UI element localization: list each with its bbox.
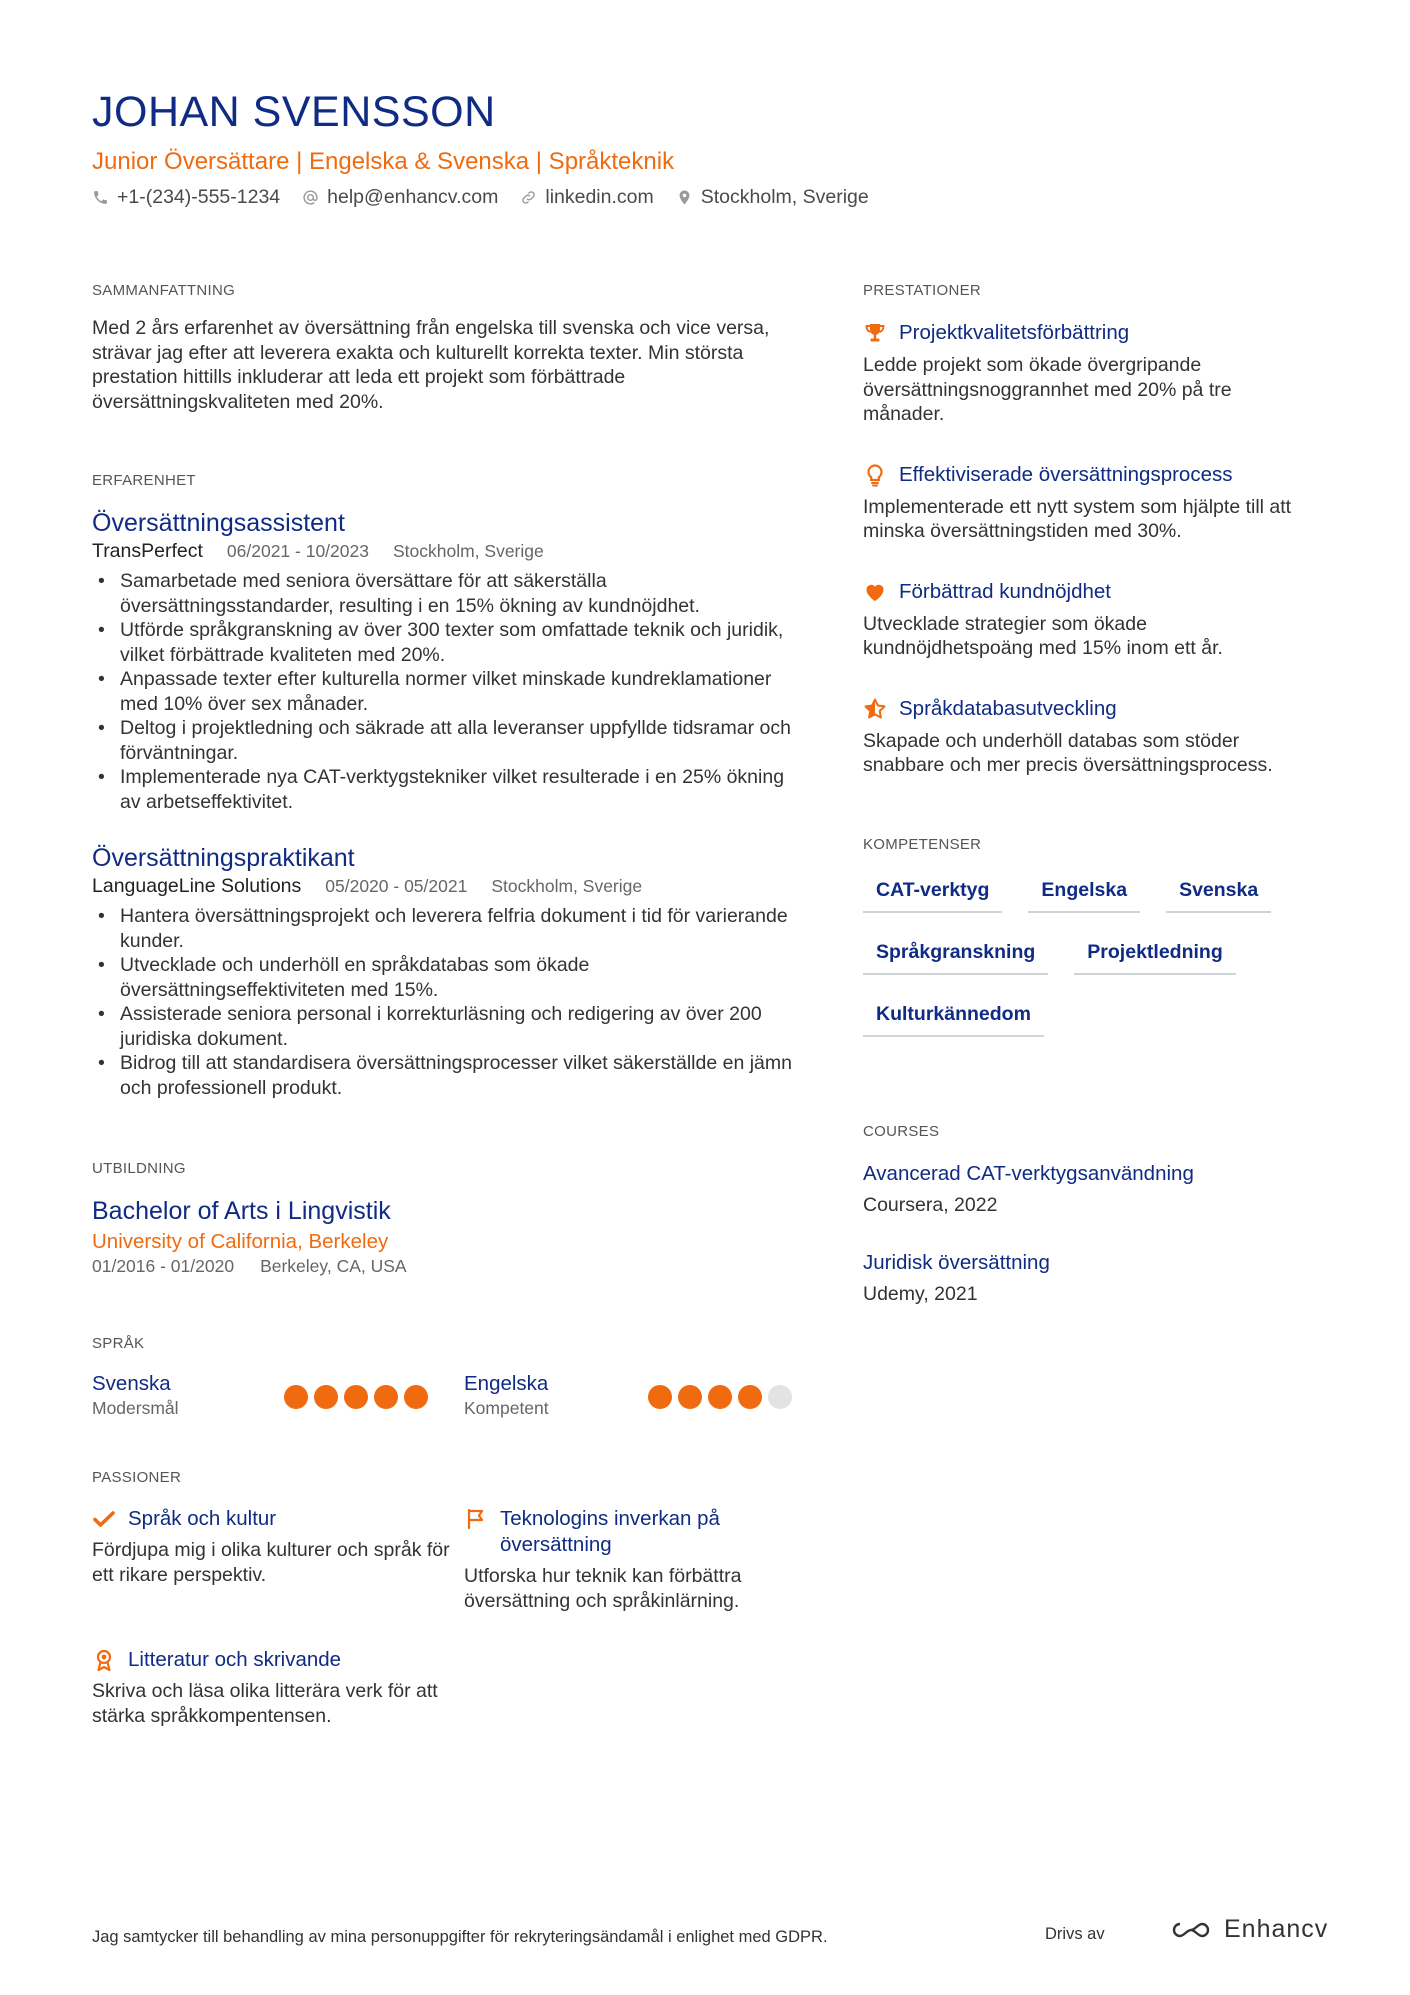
- rating-dot-filled: [284, 1385, 308, 1409]
- job-bullets: [92, 904, 792, 1100]
- languages-heading: SPRÅK: [92, 1335, 145, 1352]
- job-bullets: [92, 569, 792, 814]
- achievement-title: Förbättrad kundnöjdhet: [899, 579, 1111, 603]
- email-text: help@enhancv.com: [327, 186, 499, 208]
- passion-desc: Fördjupa mig i olika kulturer och språk för ett rikare perspektiv.: [92, 1539, 450, 1586]
- language-rating: [284, 1385, 428, 1409]
- passion-title: Litteratur och skrivande: [128, 1648, 342, 1671]
- achievement-item: [863, 580, 1318, 661]
- achievement-item: [863, 463, 1318, 544]
- achievement-desc: Skapade och underhöll databas som stöder snabbare och mer precis översättningsprocess.: [863, 729, 1273, 776]
- languages-list: [92, 1372, 792, 1419]
- star-icon: [863, 697, 887, 721]
- powered-by-label: Drivs av: [1045, 1925, 1105, 1943]
- link-icon: [520, 189, 537, 206]
- job-dates: 05/2020 - 05/2021: [325, 876, 468, 896]
- skills-list: [863, 875, 1303, 1037]
- summary-text: Med 2 års erfarenhet av översättning från engelska till svenska och vice versa, strävar jag efter att leverera exakta och kulturellt korrekta texter. Min största prestation hittills inkluderar att leda ett projekt som förbättrade översättningskvaliteten med 20%.: [92, 317, 770, 413]
- course-title: Avancerad CAT-verktygsanvändning: [863, 1161, 1194, 1185]
- brand-logo[interactable]: [1166, 1915, 1328, 1944]
- job-bullet: • Anpassade texter efter kulturella normer vilket minskade kundreklamationer med 10% över sex månader.: [92, 667, 792, 716]
- candidate-name: JOHAN SVENSSON: [92, 88, 496, 136]
- achievement-desc: Implementerade ett nytt system som hjälpte till att minska översättningstiden med 30%.: [863, 495, 1292, 542]
- location-pin-icon: [676, 189, 693, 206]
- experience-heading: ERFARENHET: [92, 472, 196, 489]
- passions-heading: PASSIONER: [92, 1469, 182, 1486]
- right-column: [863, 282, 1318, 1306]
- education-meta: [92, 1256, 792, 1277]
- medal-icon: [92, 1648, 116, 1672]
- job-meta: [92, 875, 792, 898]
- education-heading: UTBILDNING: [92, 1160, 186, 1177]
- job-location: Stockholm, Sverige: [491, 876, 643, 896]
- contact-linkedin[interactable]: [520, 186, 653, 209]
- rating-dot-filled: [374, 1385, 398, 1409]
- enhancv-logo-icon: [1166, 1917, 1216, 1943]
- achievement-title: Projektkvalitetsförbättring: [899, 321, 1130, 344]
- job-company: TransPerfect: [92, 540, 203, 562]
- job-location: Stockholm, Sverige: [392, 541, 544, 561]
- course-provider: Coursera, 2022: [863, 1193, 998, 1216]
- skill-tag: Engelska: [1028, 875, 1140, 913]
- job-bullet: • Deltog i projektledning och säkrade att alla leveranser uppfyllde tidsramar och förväntningar.: [92, 716, 792, 765]
- contact-bar: [92, 186, 869, 209]
- skill-tag: Svenska: [1166, 875, 1271, 913]
- contact-location: [676, 186, 869, 209]
- language-item: [464, 1372, 792, 1419]
- skills-heading: KOMPETENSER: [863, 835, 982, 853]
- passion-desc: Utforska hur teknik kan förbättra översättning och språkinlärning.: [464, 1565, 742, 1612]
- lightbulb-icon: [863, 463, 887, 487]
- passion-item: [92, 1506, 464, 1613]
- skill-tag: Kulturkännedom: [863, 999, 1044, 1037]
- phone-icon: [92, 189, 109, 206]
- language-rating: [648, 1385, 792, 1409]
- job-bullet: • Bidrog till att standardisera översättningsprocesser vilket säkerställde en jämn och professionell produkt.: [92, 1051, 792, 1100]
- rating-dot-filled: [404, 1385, 428, 1409]
- job-bullet: • Samarbetade med seniora översättare för att säkerställa översättningsstandarder, resulting i en 15% ökning av kundnöjdhet.: [92, 569, 792, 618]
- linkedin-text: linkedin.com: [545, 186, 654, 208]
- passions-list: [92, 1506, 792, 1728]
- achievements-heading: PRESTATIONER: [863, 282, 982, 299]
- job-bullet: • Assisterade seniora personal i korrekturläsning och redigering av över 200 juridiska dokument.: [92, 1002, 792, 1051]
- skill-tag: Språkgranskning: [863, 937, 1048, 975]
- at-icon: [302, 189, 319, 206]
- left-column: [92, 282, 792, 1728]
- check-icon: [92, 1507, 116, 1531]
- job-entry: [92, 509, 792, 814]
- education-section: [92, 1160, 792, 1277]
- achievement-item: [863, 321, 1318, 427]
- rating-dot-empty: [768, 1385, 792, 1409]
- passion-title: Språk och kultur: [128, 1507, 277, 1530]
- job-bullet: • Utförde språkgranskning av över 300 texter som omfattade teknik och juridik, vilket förbättrade kvaliteten med 20%.: [92, 618, 792, 667]
- rating-dot-filled: [648, 1385, 672, 1409]
- skill-tag: Projektledning: [1074, 937, 1235, 975]
- language-level: Kompetent: [464, 1398, 549, 1418]
- location-text: Stockholm, Sverige: [700, 186, 869, 208]
- course-item: [863, 1162, 1318, 1217]
- contact-phone[interactable]: [92, 186, 280, 209]
- job-dates: 06/2021 - 10/2023: [226, 541, 369, 561]
- summary-section: [92, 282, 792, 414]
- experience-section: [92, 472, 792, 1100]
- courses-section: [863, 1123, 1318, 1306]
- language-level: Modersmål: [92, 1398, 179, 1418]
- summary-heading: SAMMANFATTNING: [92, 282, 236, 299]
- brand-name: Enhancv: [1224, 1915, 1329, 1943]
- achievements-section: [863, 282, 1318, 778]
- passion-title: Teknologins inverkan på översättning: [500, 1507, 720, 1556]
- course-item: [863, 1251, 1318, 1306]
- education-degree: Bachelor of Arts i Lingvistik: [92, 1197, 391, 1225]
- achievement-desc: Ledde projekt som ökade övergripande översättningsnoggrannhet med 20% på tre månader.: [863, 354, 1232, 425]
- course-title: Juridisk översättning: [863, 1250, 1050, 1274]
- job-title: Översättningspraktikant: [92, 844, 355, 872]
- gdpr-consent: Jag samtycker till behandling av mina personuppgifter för rekryteringsändamål i enlighet med GDPR.: [92, 1928, 828, 1946]
- rating-dot-filled: [708, 1385, 732, 1409]
- achievement-title: Språkdatabasutveckling: [899, 696, 1117, 720]
- passion-item: [464, 1506, 792, 1613]
- language-name: Svenska: [92, 1372, 171, 1395]
- phone-text: +1-(234)-555-1234: [117, 186, 281, 208]
- job-entry: [92, 844, 792, 1100]
- passion-desc: Skriva och läsa olika litterära verk för att stärka språkkompentensen.: [92, 1680, 438, 1727]
- course-provider: Udemy, 2021: [863, 1282, 978, 1305]
- education-dates: 01/2016 - 01/2020: [92, 1256, 235, 1276]
- rating-dot-filled: [738, 1385, 762, 1409]
- candidate-tagline: Junior Översättare | Engelska & Svenska | Språkteknik: [92, 148, 675, 175]
- achievement-desc: Utvecklade strategier som ökade kundnöjdhetspoäng med 15% inom ett år.: [863, 612, 1223, 659]
- job-bullet: • Utvecklade och underhöll en språkdatabas som ökade översättningseffektiviteten med 15%.: [92, 953, 792, 1002]
- job-title: Översättningsassistent: [92, 509, 345, 537]
- rating-dot-filled: [678, 1385, 702, 1409]
- job-bullet: • Hantera översättningsprojekt och leverera felfria dokument i tid för varierande kunder.: [92, 904, 792, 953]
- skill-tag: CAT-verktyg: [863, 875, 1002, 913]
- job-company: LanguageLine Solutions: [92, 875, 302, 897]
- flag-icon: [464, 1507, 488, 1531]
- contact-email[interactable]: [302, 186, 498, 209]
- language-name: Engelska: [464, 1372, 549, 1395]
- heart-icon: [863, 580, 887, 604]
- languages-section: [92, 1335, 792, 1419]
- job-bullet: • Implementerade nya CAT-verktygstekniker vilket resulterade i en 25% ökning av arbetseffektivitet.: [92, 765, 792, 814]
- education-school: University of California, Berkeley: [92, 1230, 389, 1253]
- achievement-item: [863, 697, 1318, 778]
- job-meta: [92, 540, 792, 563]
- achievement-title: Effektiviserade översättningsprocess: [899, 462, 1233, 486]
- education-location: Berkeley, CA, USA: [260, 1256, 407, 1276]
- courses-heading: COURSES: [863, 1122, 940, 1140]
- trophy-icon: [863, 321, 887, 345]
- rating-dot-filled: [314, 1385, 338, 1409]
- language-item: [92, 1372, 464, 1419]
- passion-item: [92, 1647, 464, 1728]
- rating-dot-filled: [344, 1385, 368, 1409]
- passions-section: [92, 1469, 792, 1728]
- skills-section: [863, 836, 1318, 1037]
